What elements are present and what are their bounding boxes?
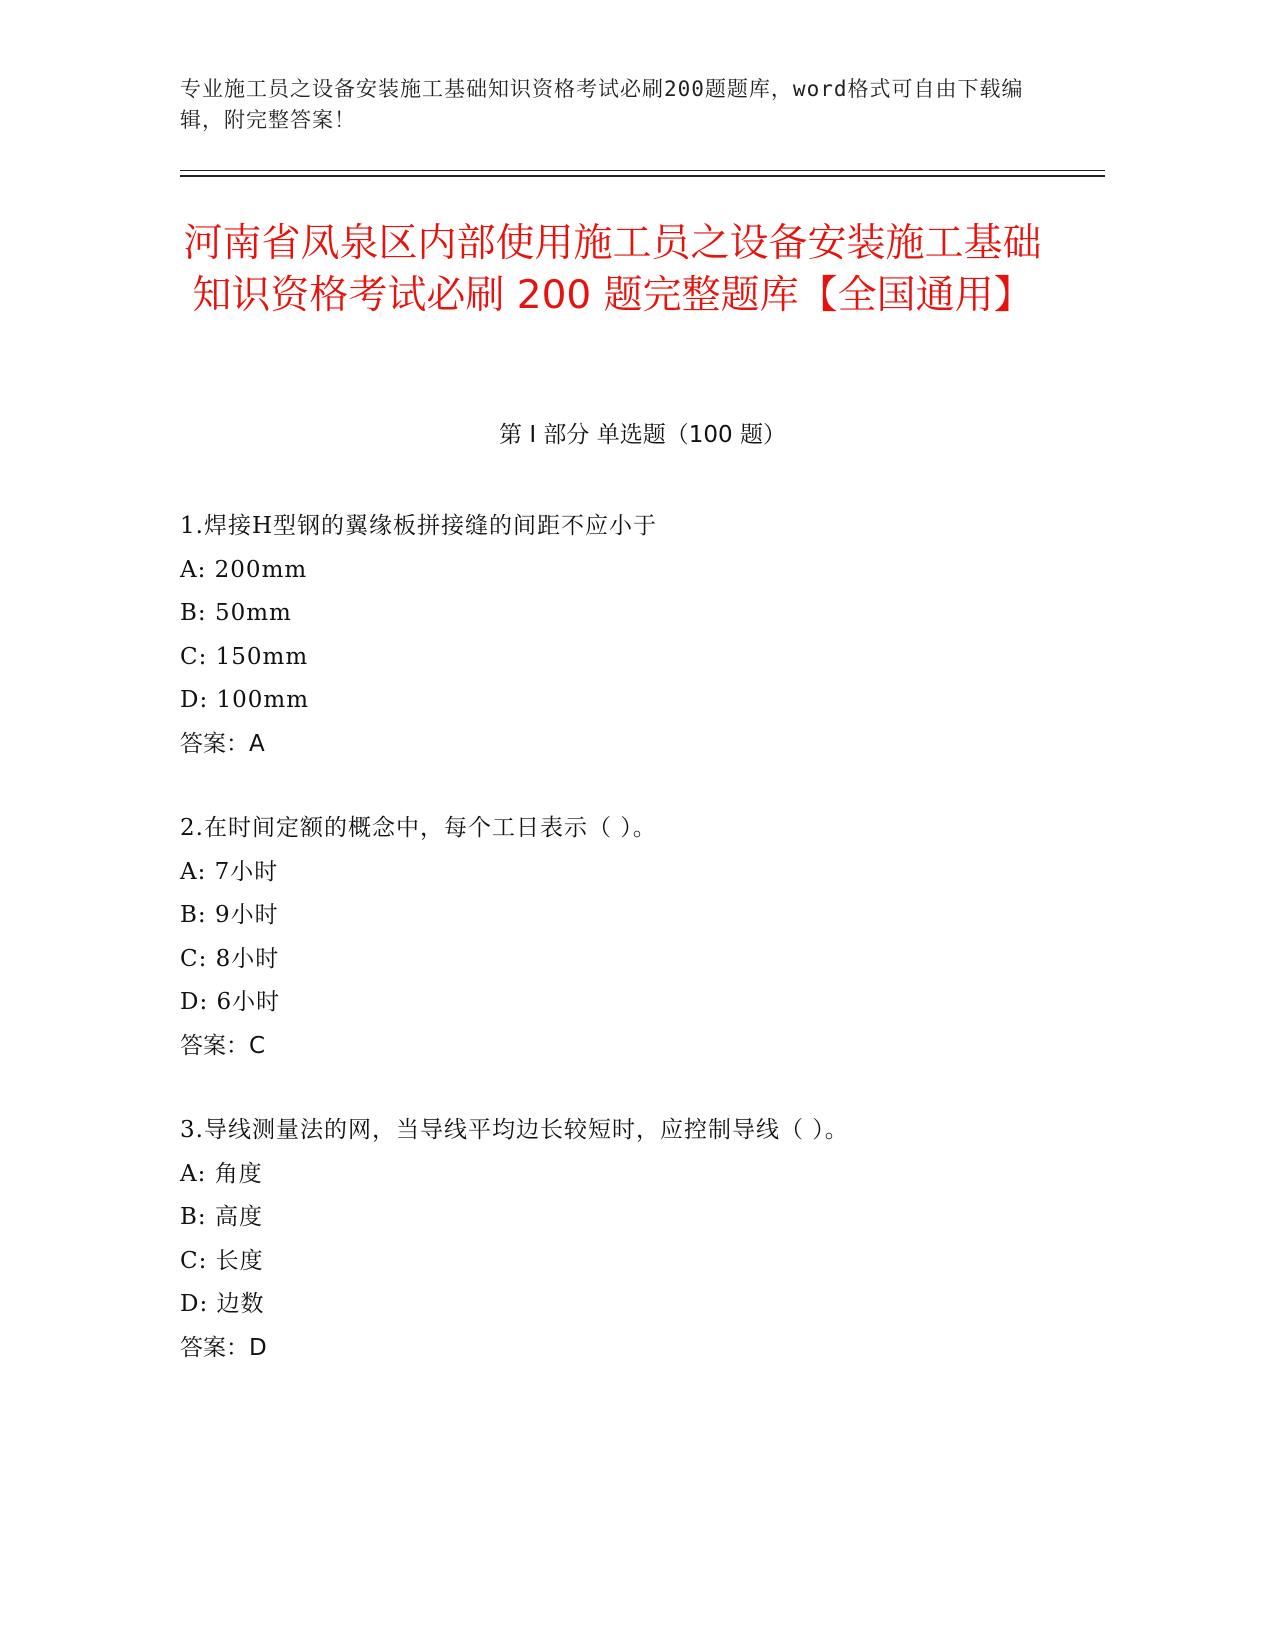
option-d: D: 边数 [180, 1291, 265, 1317]
option-c: C: 长度 [180, 1247, 264, 1274]
header-divider-thick [180, 175, 1105, 177]
answer-line: 答案：C [180, 1032, 266, 1059]
question-2 [180, 807, 1105, 1068]
question-stem: 1.焊接H型钢的翼缘板拼接缝的间距不应小于 [180, 513, 658, 539]
option-c: C: 8小时 [180, 945, 280, 972]
question-1 [180, 505, 1105, 766]
answer-line: 答案：A [180, 730, 265, 757]
option-a: A: 200mm [180, 556, 308, 583]
option-b: B: 高度 [180, 1204, 263, 1230]
question-stem: 2.在时间定额的概念中，每个工日表示（ ）。 [180, 815, 657, 841]
section-heading: 第 I 部分 单选题（100 题） [499, 422, 786, 448]
option-c: C: 150mm [180, 643, 309, 670]
header-divider-thin [180, 170, 1105, 171]
option-a: A: 角度 [180, 1160, 263, 1187]
option-d: D: 6小时 [180, 989, 281, 1015]
option-a: A: 7小时 [180, 858, 279, 885]
question-list [180, 505, 1105, 1411]
option-b: B: 9小时 [180, 902, 279, 928]
header-note: 专业施工员之设备安装施工基础知识资格考试必刷200题题库，word格式可自由下载编辑，附完整答案！ [180, 77, 1024, 132]
question-3 [180, 1109, 1105, 1370]
option-d: D: 100mm [180, 687, 310, 713]
option-b: B: 50mm [180, 600, 292, 626]
answer-line: 答案：D [180, 1334, 267, 1361]
document-title: 河南省凤泉区内部使用施工员之设备安装施工基础知识资格考试必刷 200 题完整题库【全国通用】 [183, 221, 1042, 318]
question-stem: 3.导线测量法的网，当导线平均边长较短时，应控制导线（ ）。 [180, 1117, 849, 1143]
